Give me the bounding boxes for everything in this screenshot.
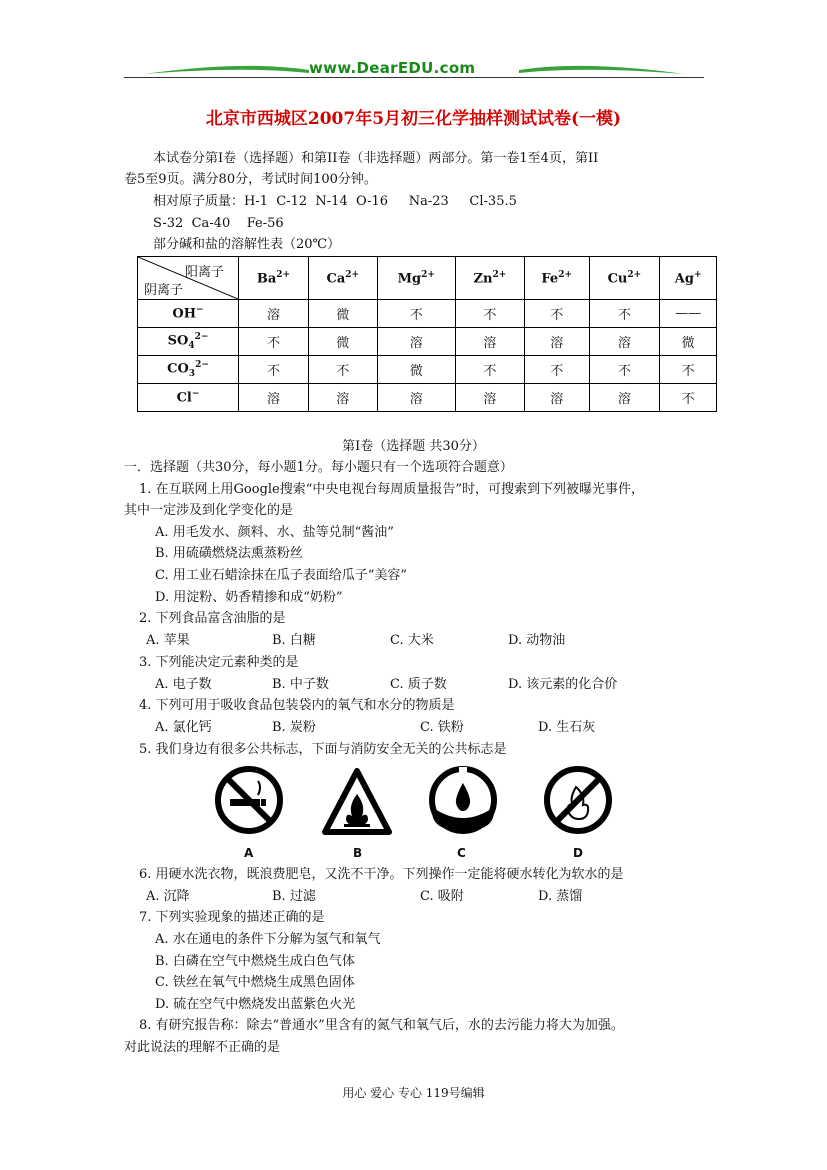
table-cell: 微 — [377, 356, 455, 384]
anion-header: $SO_4^{2-}$ — [138, 328, 239, 356]
table-cell: 不 — [239, 328, 309, 356]
question-3-option: A. 电子数 — [155, 677, 212, 692]
sign-label-c: C — [457, 846, 466, 860]
section-title: 第Ⅰ卷（选择题 共30分） — [342, 439, 485, 454]
corner-cation-label: 阳离子 — [184, 265, 224, 280]
no-fire-icon — [543, 765, 613, 835]
question-4-option: B. 炭粉 — [272, 720, 316, 735]
table-cell: 不 — [660, 384, 717, 412]
cation-header: $Zn^{2+}$ — [455, 257, 524, 300]
table-row — [138, 328, 717, 356]
question-3-option: C. 质子数 — [390, 677, 447, 692]
table-corner — [138, 257, 239, 300]
question-3-option: B. 中子数 — [272, 677, 329, 692]
question-5-stem: 5. 我们身边有很多公共标志，下面与消防安全无关的公共标志是 — [139, 742, 507, 757]
question-7-option: C. 铁丝在氧气中燃烧生成黑色固体 — [155, 975, 355, 990]
sign-label-d: D — [573, 846, 583, 860]
header-rule — [124, 77, 704, 78]
question-6-option: D. 蒸馏 — [538, 889, 583, 904]
table-cell: 不 — [589, 300, 660, 328]
flammable-warning-icon — [322, 768, 392, 838]
cation-header: $Ba^{2+}$ — [239, 257, 309, 300]
question-4-stem: 4. 下列可用于吸收食品包装袋内的氧气和水分的物质是 — [139, 698, 455, 713]
question-2-option: D. 动物油 — [508, 633, 566, 648]
question-6-option: A. 沉降 — [146, 889, 190, 904]
question-6-stem: 6. 用硬水洗衣物，既浪费肥皂，又洗不干净。下列操作一定能将硬水转化为软水的是 — [139, 867, 624, 882]
cation-header: Ag+ — [660, 257, 717, 300]
question-2-stem: 2. 下列食品富含油脂的是 — [139, 611, 286, 626]
table-cell: 溶 — [239, 384, 309, 412]
table-cell: 不 — [589, 356, 660, 384]
table-cell: 溶 — [308, 384, 377, 412]
intro-line-2: 卷5至9页。满分80分，考试时间100分钟。 — [124, 172, 377, 187]
question-1-option: C. 用工业石蜡涂抹在瓜子表面给瓜子“美容” — [155, 568, 408, 583]
table-cell: 微 — [308, 328, 377, 356]
question-2-option: C. 大米 — [390, 633, 434, 648]
question-7-option: B. 白磷在空气中燃烧生成白色气体 — [155, 954, 355, 969]
table-header-row — [138, 257, 717, 300]
table-row — [138, 300, 717, 328]
sign-label-a: A — [244, 846, 254, 860]
question-8-stem: 8. 有研究报告称：除去“普通水”里含有的氮气和氧气后，水的去污能力将大为加强。 — [139, 1018, 624, 1033]
question-1-option: A. 用毛发水、颜料、水、盐等兑制“酱油” — [155, 525, 394, 540]
site-name[interactable]: www.DearEDU.com — [309, 59, 476, 77]
no-smoking-icon — [214, 765, 284, 835]
table-cell: 不 — [524, 300, 589, 328]
table-cell: 溶 — [377, 328, 455, 356]
table-cell: 微 — [660, 328, 717, 356]
question-6-option: B. 过滤 — [272, 889, 316, 904]
table-cell: 不 — [377, 300, 455, 328]
page-title: 北京市西城区2007年5月初三化学抽样测试试卷(一模) — [205, 109, 622, 129]
table-cell: 溶 — [524, 384, 589, 412]
intro-line-1: 本试卷分第Ⅰ卷（选择题）和第II卷（非选择题）两部分。第一卷1至4页，第II — [153, 151, 599, 166]
cation-header: $Fe^{2+}$ — [524, 257, 589, 300]
table-row — [138, 356, 717, 384]
question-3-option: D. 该元素的化合价 — [508, 677, 618, 692]
table-cell: 不 — [308, 356, 377, 384]
question-7-option: A. 水在通电的条件下分解为氢气和氧气 — [155, 932, 381, 947]
table-cell: 不 — [660, 356, 717, 384]
intro-line-4: S-32 Ca-40 Fe-56 — [153, 216, 284, 231]
question-2-option: B. 白糖 — [272, 633, 316, 648]
question-6-option: C. 吸附 — [420, 889, 464, 904]
anion-header: $CO_3^{2-}$ — [138, 356, 239, 384]
table-cell: 溶 — [589, 384, 660, 412]
page-footer: 用心 爱心 专心 119号编辑 — [342, 1086, 485, 1100]
table-cell: 溶 — [524, 328, 589, 356]
intro-line-3: 相对原子质量：H-1 C-12 N-14 O-16 Na-23 Cl-35.5 — [153, 194, 517, 209]
cation-header: $Cu^{2+}$ — [589, 257, 660, 300]
question-1-stem-cont: 其中一定涉及到化学变化的是 — [124, 503, 294, 518]
question-1-stem: 1. 在互联网上用Google搜索“中央电视台每周质量报告”时，可搜索到下列被曝光事件， — [139, 482, 645, 497]
intro-line-5: 部分碱和盐的溶解性表（20℃） — [153, 237, 341, 252]
cation-header: $Mg^{2+}$ — [377, 257, 455, 300]
part-title: 一．选择题（共30分，每小题1分。每小题只有一个选项符合题意） — [124, 460, 513, 475]
question-4-option: D. 生石灰 — [538, 720, 596, 735]
table-cell: 溶 — [455, 328, 524, 356]
water-saving-icon — [428, 765, 498, 835]
question-7-stem: 7. 下列实验现象的描述正确的是 — [139, 910, 325, 925]
table-cell: 不 — [524, 356, 589, 384]
question-3-stem: 3. 下列能决定元素种类的是 — [139, 655, 299, 670]
question-4-option: C. 铁粉 — [420, 720, 464, 735]
anion-header: Cl− — [138, 384, 239, 412]
question-7-option: D. 硫在空气中燃烧发出蓝紫色火光 — [155, 997, 356, 1012]
question-1-option: D. 用淀粉、奶香精掺和成“奶粉” — [155, 590, 343, 605]
table-cell: 不 — [455, 300, 524, 328]
question-8-stem-cont: 对此说法的理解不正确的是 — [124, 1040, 281, 1055]
solubility-table — [137, 256, 717, 412]
table-cell: 不 — [239, 356, 309, 384]
table-cell: 溶 — [455, 384, 524, 412]
table-cell: 微 — [308, 300, 377, 328]
table-row — [138, 384, 717, 412]
table-cell: 溶 — [589, 328, 660, 356]
table-cell: 不 — [455, 356, 524, 384]
corner-anion-label: 阴离子 — [144, 283, 184, 298]
table-cell: —— — [660, 300, 717, 328]
table-cell: 溶 — [239, 300, 309, 328]
cation-header: $Ca^{2+}$ — [308, 257, 377, 300]
question-4-option: A. 氯化钙 — [155, 720, 212, 735]
anion-header: OH− — [138, 300, 239, 328]
sign-label-b: B — [353, 846, 363, 860]
question-2-option: A. 苹果 — [146, 633, 190, 648]
question-1-option: B. 用硫磺燃烧法熏蒸粉丝 — [155, 546, 303, 561]
table-cell: 溶 — [377, 384, 455, 412]
